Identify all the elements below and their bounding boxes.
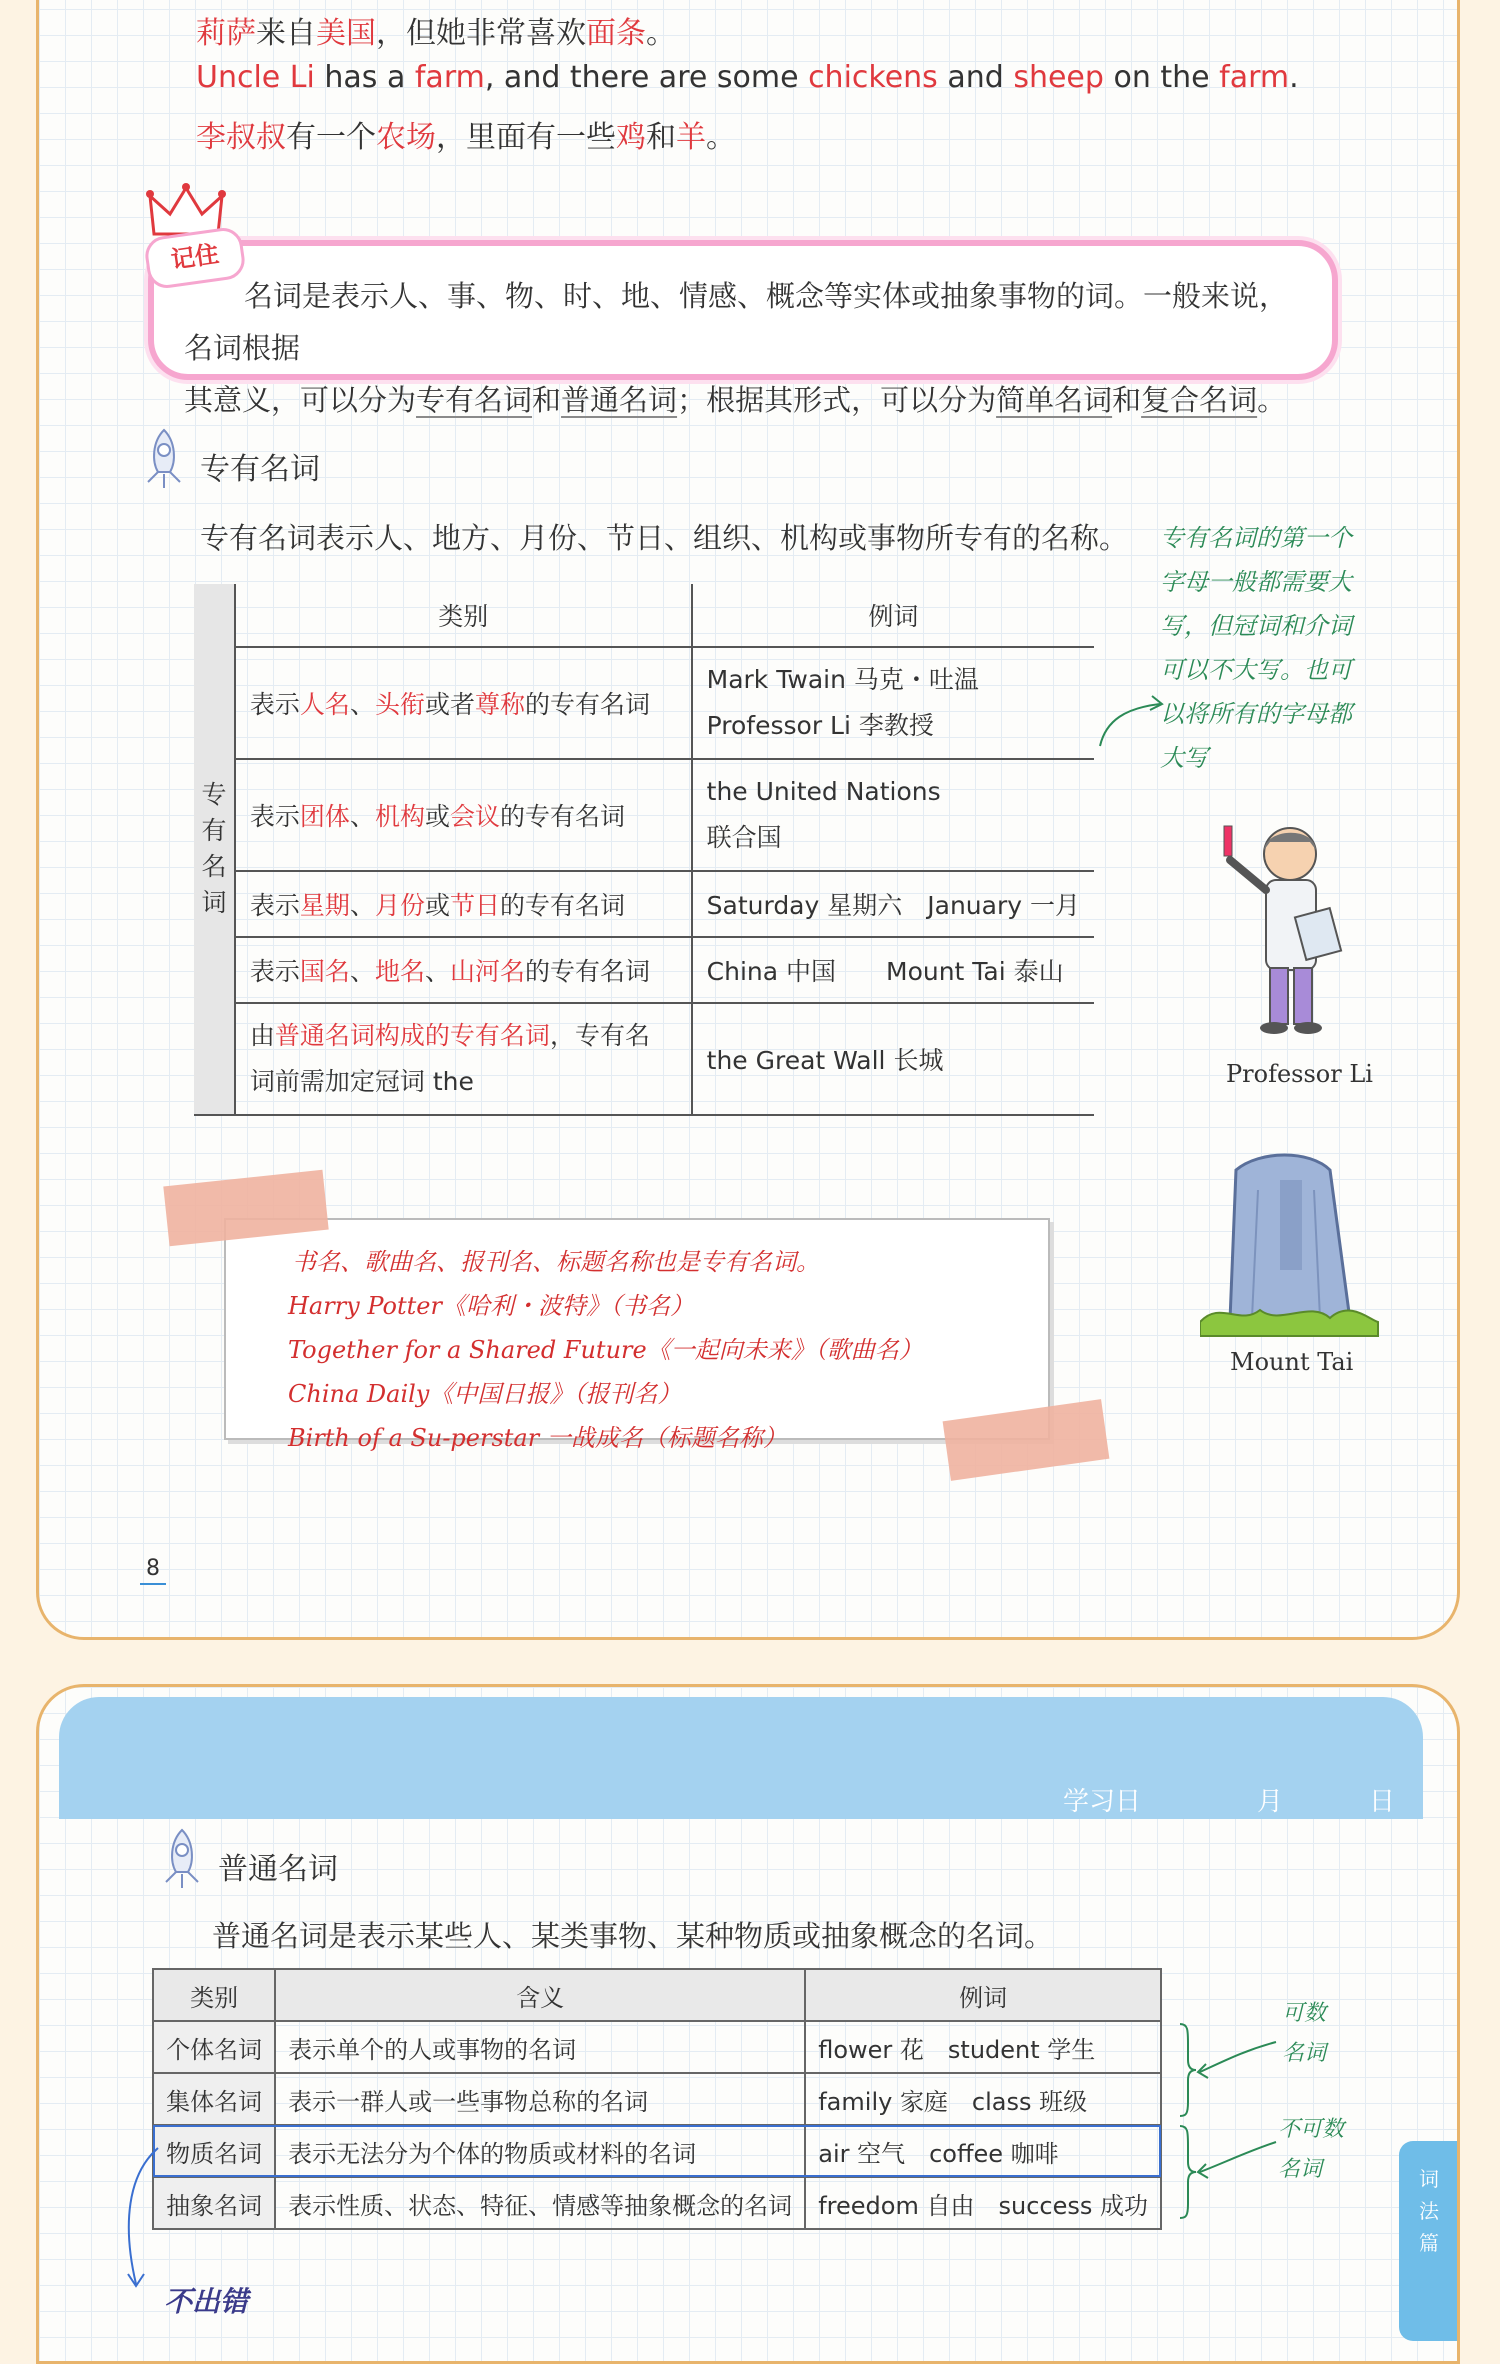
text-span: 其意义，可以分为: [184, 383, 417, 417]
meaning-cell: 表示一群人或一些事物总称的名词: [275, 2073, 805, 2125]
side-note-line: 以将所有的字母都: [1160, 700, 1352, 728]
rocket-icon: [140, 428, 188, 494]
text-span: 头衔: [374, 690, 425, 719]
footer-hint: 不出错: [164, 2285, 249, 2318]
text-span: 普通名词: [561, 383, 678, 417]
text-span: 。: [646, 16, 676, 51]
note-line: China Daily《中国日报》（报刊名）: [288, 1380, 682, 1408]
table-row: [194, 937, 1094, 1003]
meaning-cell: 表示性质、状态、特征、情感等抽象概念的名词: [275, 2177, 805, 2229]
side-label: 专有名词: [201, 780, 227, 917]
text-span: 团体: [299, 802, 350, 831]
side-label-cell: [194, 584, 235, 1115]
mount-tai-illustration: [1200, 1150, 1380, 1344]
text-span: 农场: [376, 120, 436, 155]
text-span: 李叔叔: [196, 120, 286, 155]
page-number: 8: [140, 1556, 166, 1585]
meaning-cell: 表示无法分为个体的物质或材料的名词: [275, 2125, 805, 2177]
text-span: 、: [424, 957, 450, 986]
example-cell: freedom 自由 success 成功: [805, 2177, 1161, 2229]
note-line: 不可数: [1278, 2117, 1345, 2142]
example-cell: the Great Wall 长城: [692, 1003, 1094, 1115]
category-cell: [235, 759, 692, 871]
study-day-label: 学习日: [1063, 1787, 1142, 1817]
text-span: 会议: [449, 802, 500, 831]
table-header-row: [194, 584, 1094, 647]
text-span: 由: [249, 1021, 275, 1050]
table-row: [194, 1003, 1094, 1115]
text-span: 。: [706, 120, 736, 155]
text-span: 国名: [299, 957, 350, 986]
month-label: 月: [1257, 1787, 1284, 1817]
text-span: on the: [1103, 60, 1220, 95]
text-span: sheep: [1013, 60, 1104, 95]
side-tab-char: 词: [1419, 2167, 1439, 2191]
side-note-line: 可以不大写。也可: [1160, 656, 1352, 684]
note-line: Together for a Shared Future《一起向未来》（歌曲名）: [288, 1336, 923, 1364]
text-span: 表示: [249, 891, 300, 920]
header-category: 类别: [153, 1969, 275, 2021]
example-cell: [692, 647, 1094, 759]
text-span: chickens: [808, 60, 938, 95]
example-cell: flower 花 student 学生: [805, 2021, 1161, 2073]
remember-box: [148, 240, 1338, 417]
text-span: 词前需加定冠词 the: [249, 1067, 474, 1096]
header-examples: 例词: [692, 584, 1094, 647]
category-cell: 个体名词: [153, 2021, 275, 2073]
example-line: Mark Twain 马克・吐温: [706, 665, 979, 694]
common-heading: 普通名词: [218, 1852, 338, 1887]
table-row: [153, 2073, 1161, 2125]
example-cell: China 中国 Mount Tai 泰山: [692, 937, 1094, 1003]
text-span: 表示: [249, 690, 300, 719]
example-line: 联合国: [706, 823, 782, 852]
meaning-cell: 表示单个的人或事物的名词: [275, 2021, 805, 2073]
mount-caption: Mount Tai: [1230, 1348, 1354, 1376]
extra-note-card: [224, 1218, 1050, 1452]
text-span: 或: [424, 802, 450, 831]
text-span: ，但她非常喜欢: [376, 16, 586, 51]
example-cell: Saturday 星期六 January 一月: [692, 871, 1094, 937]
text-span: 简单名词: [996, 383, 1113, 417]
category-cell: 物质名词: [153, 2125, 275, 2177]
text-span: 表示: [249, 957, 300, 986]
table-row: [153, 2125, 1161, 2177]
text-span: 羊: [676, 120, 706, 155]
uncountable-note: [1278, 2110, 1344, 2190]
text-span: 来自: [256, 16, 316, 51]
text-span: 美国: [316, 16, 376, 51]
text-span: 山河名: [449, 957, 525, 986]
professor-caption: Professor Li: [1226, 1060, 1373, 1088]
table-row: [194, 647, 1094, 759]
side-note-line: 写，但冠词和介词: [1160, 612, 1352, 640]
text-span: 的专有名词: [525, 690, 651, 719]
table-row: [194, 759, 1094, 871]
table-header-row: [153, 1969, 1161, 2021]
note-line: 名词: [1282, 2041, 1327, 2066]
text-span: has a: [314, 60, 415, 95]
example-cell: air 空气 coffee 咖啡: [805, 2125, 1161, 2177]
text-span: 或: [424, 891, 450, 920]
text-span: 地名: [374, 957, 425, 986]
countable-note: [1282, 1994, 1326, 2074]
side-note-line: 专有名词的第一个: [1160, 524, 1352, 552]
arrow-icon: [1096, 690, 1166, 754]
note-line: Harry Potter《哈利・波特》（书名）: [288, 1292, 694, 1320]
side-note-line: 大写: [1160, 744, 1208, 772]
category-cell: [235, 937, 692, 1003]
table-row: [153, 2021, 1161, 2073]
curve-arrow-icon: [118, 2144, 178, 2298]
text-span: 。: [1257, 383, 1287, 417]
intro-line-3: [196, 112, 736, 156]
text-span: 月份: [374, 891, 425, 920]
note-line: 可数: [1282, 2001, 1327, 2026]
note-line: 名词: [1278, 2157, 1323, 2182]
proper-noun-table: [194, 584, 1094, 1116]
day-label: 日: [1369, 1787, 1396, 1817]
text-span: 普通名词构成的专有名词: [274, 1021, 550, 1050]
text-span: .: [1289, 60, 1299, 95]
example-cell: [692, 759, 1094, 871]
example-line: the United Nations: [706, 777, 941, 806]
text-span: 莉萨: [196, 16, 256, 51]
text-span: 的专有名词: [500, 891, 626, 920]
text-span: 、: [349, 957, 375, 986]
text-span: 机构: [374, 802, 425, 831]
note-line: Birth of a Su-perstar 一战成名（标题名称）: [288, 1424, 787, 1452]
text-span: 的专有名词: [500, 802, 626, 831]
intro-line-1: [196, 8, 676, 52]
text-span: 或者: [424, 690, 475, 719]
text-span: 和: [646, 120, 676, 155]
side-tab-char: 篇: [1419, 2231, 1439, 2255]
side-tab: [1399, 2141, 1459, 2341]
proper-heading: 专有名词: [200, 452, 320, 487]
header-meaning: 含义: [275, 1969, 805, 2021]
text-span: 和: [532, 383, 562, 417]
text-span: ，专有名: [549, 1021, 650, 1050]
text-span: 、: [349, 802, 375, 831]
text-span: 鸡: [616, 120, 646, 155]
text-span: 人名: [299, 690, 350, 719]
header-category: 类别: [235, 584, 692, 647]
text-span: ，里面有一些: [436, 120, 616, 155]
category-cell: 抽象名词: [153, 2177, 275, 2229]
text-span: 表示: [249, 802, 300, 831]
text-span: and: [937, 60, 1014, 95]
table-row: [194, 871, 1094, 937]
study-day-header: [59, 1697, 1423, 1819]
side-note: [1160, 516, 1352, 780]
remember-text: [154, 246, 1332, 426]
common-noun-table: [152, 1968, 1162, 2230]
text-span: 面条: [586, 16, 646, 51]
text-span: , and there are some: [484, 60, 809, 95]
text-span: Uncle Li: [196, 60, 315, 95]
category-cell: [235, 1003, 692, 1115]
remember-badge: 记住: [143, 225, 247, 290]
text-span: 复合名词: [1141, 383, 1258, 417]
text-span: 星期: [299, 891, 350, 920]
text-span: ；根据其形式，可以分为: [677, 383, 997, 417]
category-cell: [235, 871, 692, 937]
text-span: 节日: [449, 891, 500, 920]
text-span: 和: [1112, 383, 1142, 417]
professor-illustration: [1210, 820, 1360, 1054]
text-span: farm: [414, 60, 485, 95]
proper-description: 专有名词表示人、地方、月份、节日、组织、机构或事物所专有的名称。: [200, 521, 1129, 555]
side-tab-char: 法: [1419, 2199, 1439, 2223]
text-span: 有一个: [286, 120, 376, 155]
text-span: 名词是表示人、事、物、时、地、情感、概念等实体或抽象事物的词。一般来说，名词根据: [184, 279, 1289, 365]
text-span: 专有名词: [416, 383, 533, 417]
text-span: 、: [349, 690, 375, 719]
side-note-line: 字母一般都需要大: [1160, 568, 1352, 596]
intro-line-2: [196, 60, 1299, 95]
example-cell: family 家庭 class 班级: [805, 2073, 1161, 2125]
text-span: farm: [1219, 60, 1290, 95]
text-span: 尊称: [474, 690, 525, 719]
note-line: 书名、歌曲名、报刊名、标题名称也是专有名词。: [292, 1248, 820, 1276]
common-description: 普通名词是表示某些人、某类事物、某种物质或抽象概念的名词。: [212, 1919, 1054, 1953]
category-cell: [235, 647, 692, 759]
text-span: 的专有名词: [525, 957, 651, 986]
header-examples: 例词: [805, 1969, 1161, 2021]
category-cell: 集体名词: [153, 2073, 275, 2125]
example-line: Professor Li 李教授: [706, 711, 934, 740]
rocket-icon: [158, 1828, 206, 1894]
table-row: [153, 2177, 1161, 2229]
text-span: 、: [349, 891, 375, 920]
